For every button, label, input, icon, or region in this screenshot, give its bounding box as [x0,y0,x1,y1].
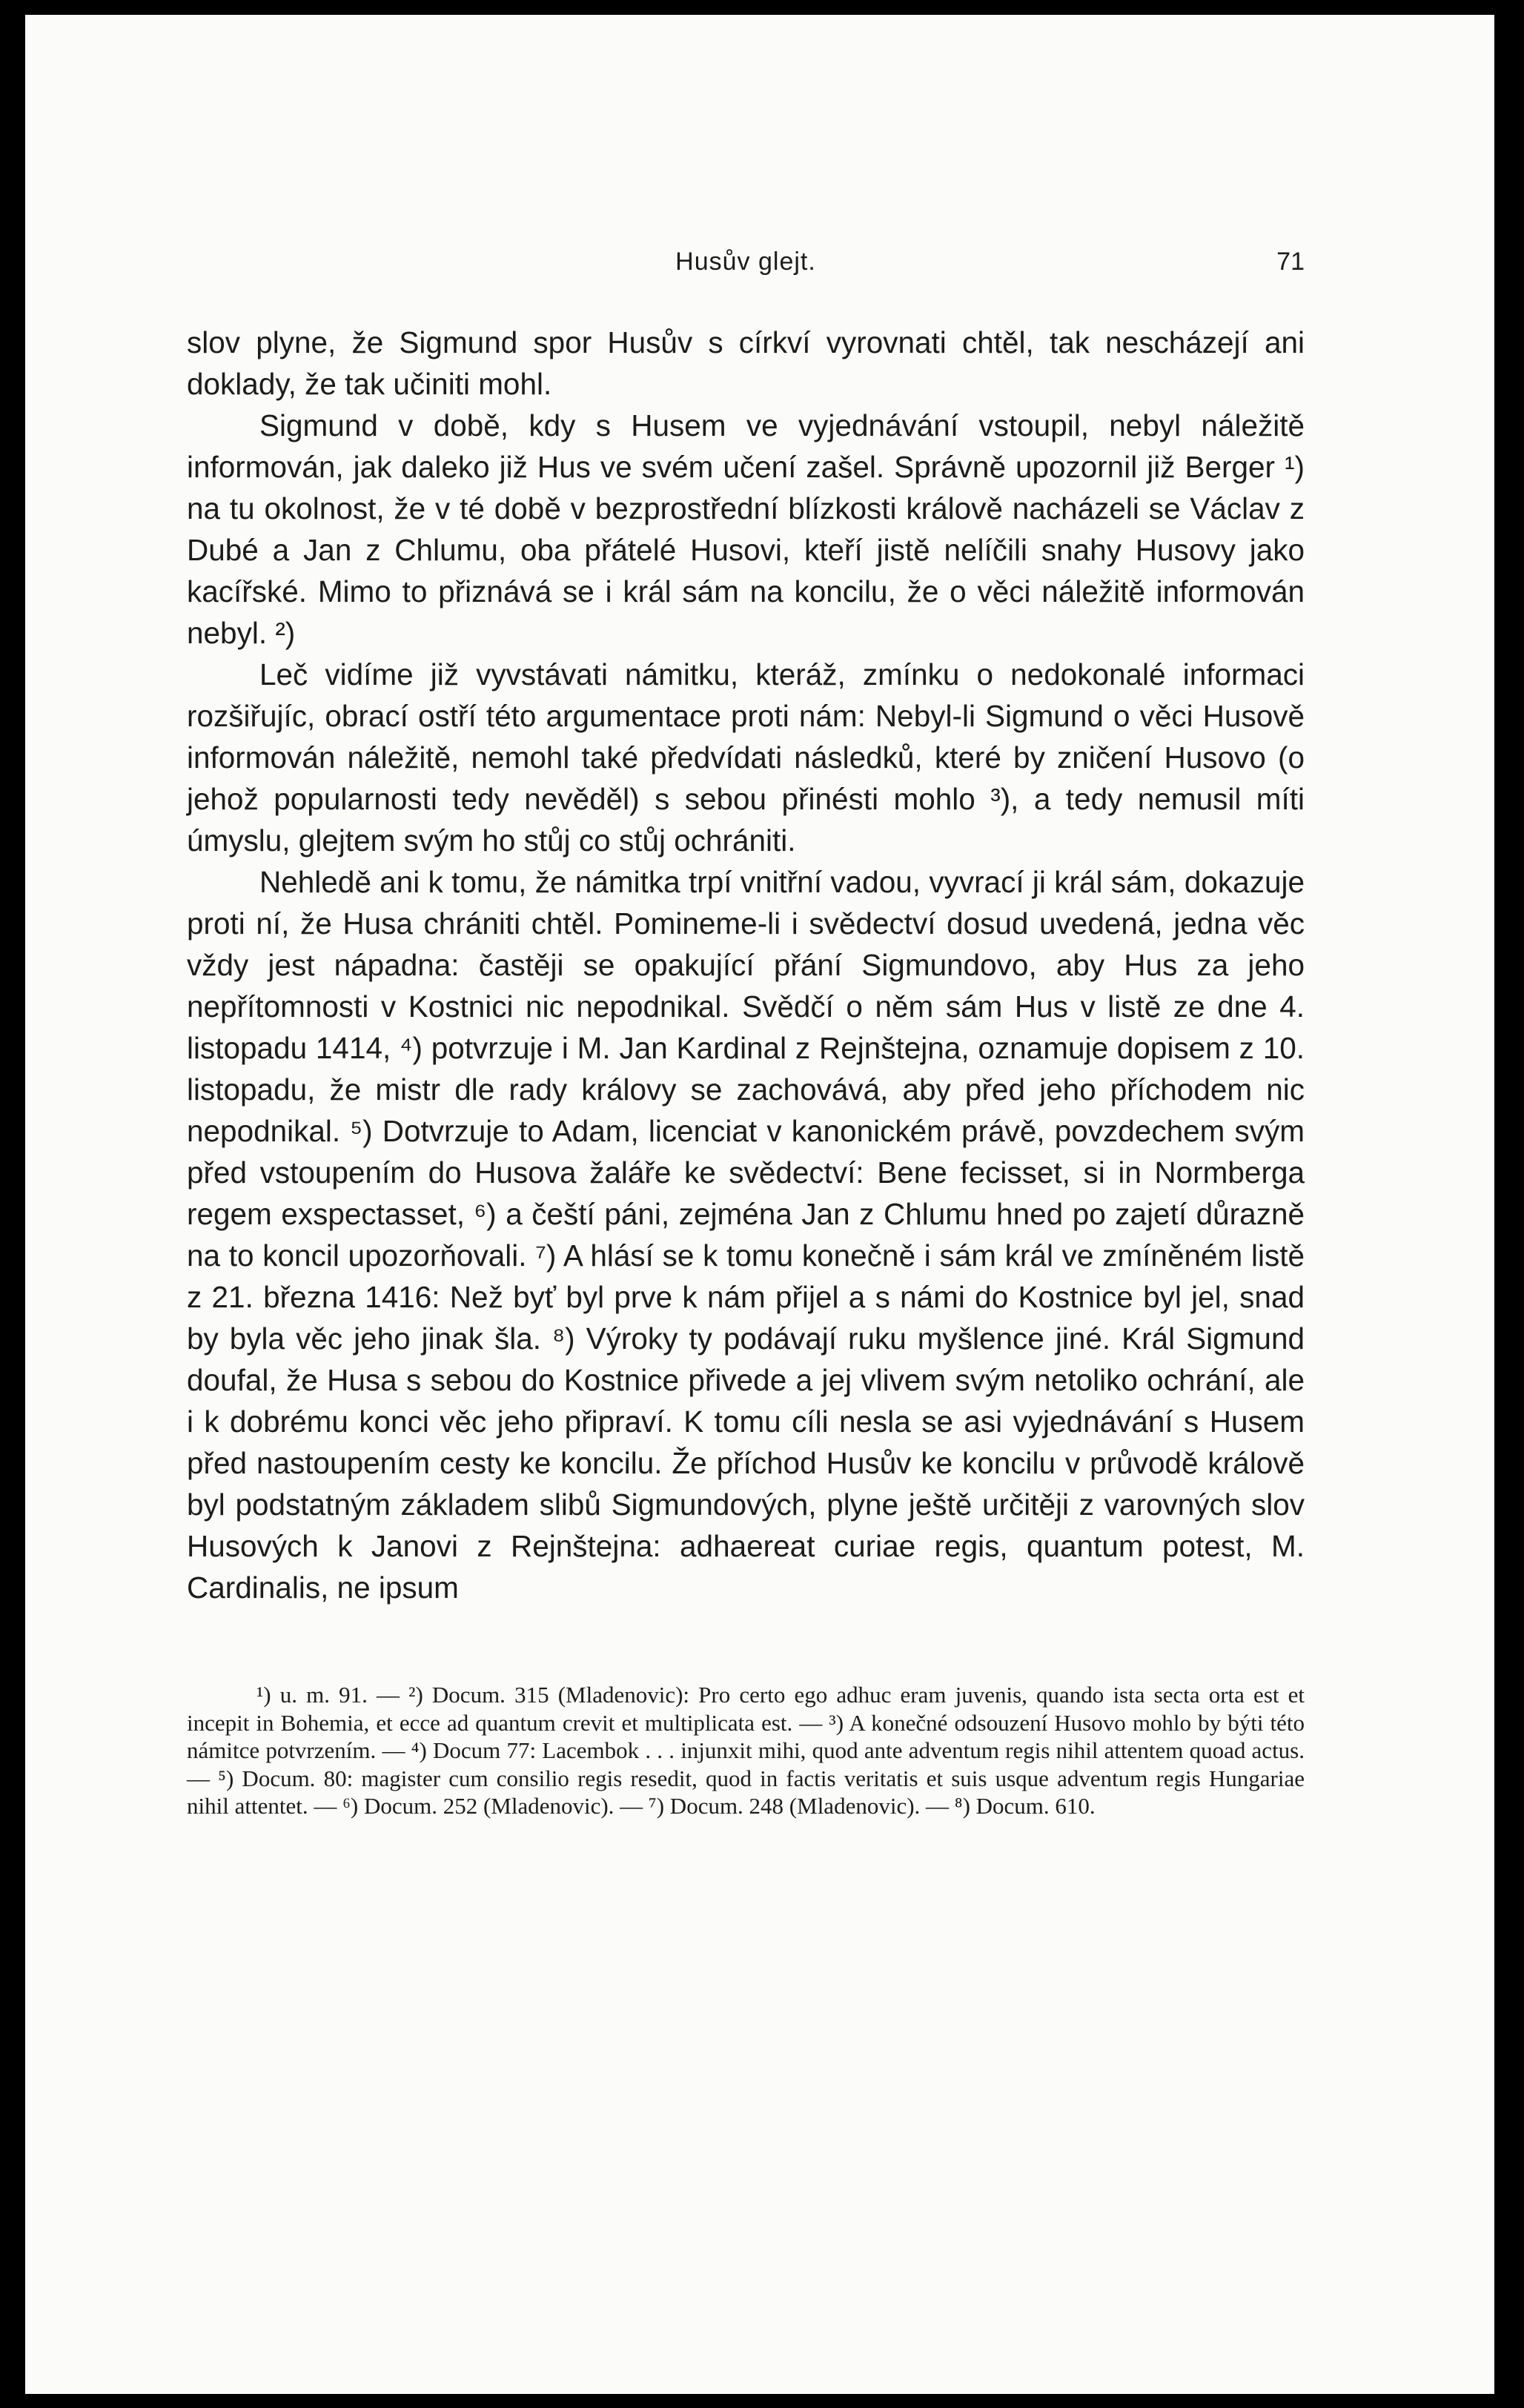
paragraph: Leč vidíme již vyvstávati námitku, kteráž, zmínku o nedokonalé informaci rozšiřujíc, obrací ostří této argumentace proti nám: Nebyl-li Sigmund o věci Husově informován náležitě, nemohl také předvídati následků, které by zničení Husovo (o jehož popularnosti tedy nevěděl) s sebou přinésti mohlo ³), a tedy nemusil míti úmyslu, glejtem svým ho stůj co stůj ochrániti. [187,657,1305,858]
body-text [187,322,1305,1608]
running-title: Husův glejt. [675,248,816,276]
page-content [187,248,1305,1820]
paragraph: Sigmund v době, kdy s Husem ve vyjednávání vstoupil, nebyl náležitě informován, jak daleko již Hus ve svém učení zašel. Správně upozornil již Berger ¹) na tu okolnost, že v té době v bezprostřední blízkosti králově nacházeli se Václav z Dubé a Jan z Chlumu, oba přátelé Husovi, kteří jistě nelíčili snahy Husovy jako kacířské. Mimo to přiznává se i král sám na koncilu, že o věci náležitě informován nebyl. ²) [187,408,1305,650]
paragraph: Nehledě ani k tomu, že námitka trpí vnitřní vadou, vyvrací ji král sám, dokazuje proti ní, že Husa chrániti chtěl. Pomineme-li i svědectví dosud uvedená, jedna věc vždy jest nápadna: častěji se opakující přání Sigmundovo, aby Hus za jeho nepřítomnosti v Kostnici nic nepodnikal. Svědčí o něm sám Hus v listě ze dne 4. listopadu 1414, ⁴) potvrzuje i M. Jan Kardinal z Rejnštejna, oznamuje dopisem z 10. listopadu, že mistr dle rady královy se zachovává, aby před jeho příchodem nic nepodnikal. ⁵) Dotvrzuje to Adam, licenciat v kanonickém právě, povzdechem svým před vstoupením do Husova žaláře ke svědectví: Bene fecisset, si in Normberga regem exspectasset, ⁶) a čeští páni, zejména Jan z Chlumu hned po zajetí důrazně na to koncil upozorňovali. ⁷) A hlásí se k tomu konečně i sám král ve zmíněném listě z 21. března 1416: Než byť byl prve k nám přijel a s námi do Kostnice byl jel, snad by byla věc jeho jinak šla. ⁸) Výroky ty podávají ruku myšlence jiné. Král Sigmund doufal, že Husa s sebou do Kostnice přivede a jej vlivem svým netoliko ochrání, ale i k dobrému konci věc jeho připraví. K tomu cíli nesla se asi vyjednávání s Husem před nastoupením cesty ke koncilu. Že příchod Husův ke koncilu v průvodě králově byl podstatným základem slibů Sigmundových, plyne ještě určitěji z varovných slov Husových k Janovi z Rejnštejna: adhaereat curiae regis, quantum potest, M. Cardinalis, ne ipsum [187,865,1305,1605]
paragraph: slov plyne, že Sigmund spor Husův s církví vyrovnati chtěl, tak nescházejí ani doklady, že tak učiniti mohl. [187,325,1305,401]
footnotes: ¹) u. m. 91. — ²) Docum. 315 (Mladenovic): Pro certo ego adhuc eram juvenis, quando ista secta orta est et incepit in Bohemia, et ecce ad quantum crevit et multiplicata est. — ³) A konečné odsouzení Husovo mohlo by býti této námitce potvrzením. — ⁴) Docum 77: Lacembok . . . injunxit mihi, quod ante adventum regis nihil attentem quoad actus. — ⁵) Docum. 80: magister cum consilio regis resedit, quod in factis veritatis et suis usque adventum regis Hungariae nihil attentet. — ⁶) Docum. 252 (Mladenovic). — ⁷) Docum. 248 (Mladenovic). — ⁸) Docum. 610. [187,1682,1305,1819]
page-number: 71 [1276,248,1305,276]
book-page [25,15,1494,2394]
running-header [187,248,1305,295]
